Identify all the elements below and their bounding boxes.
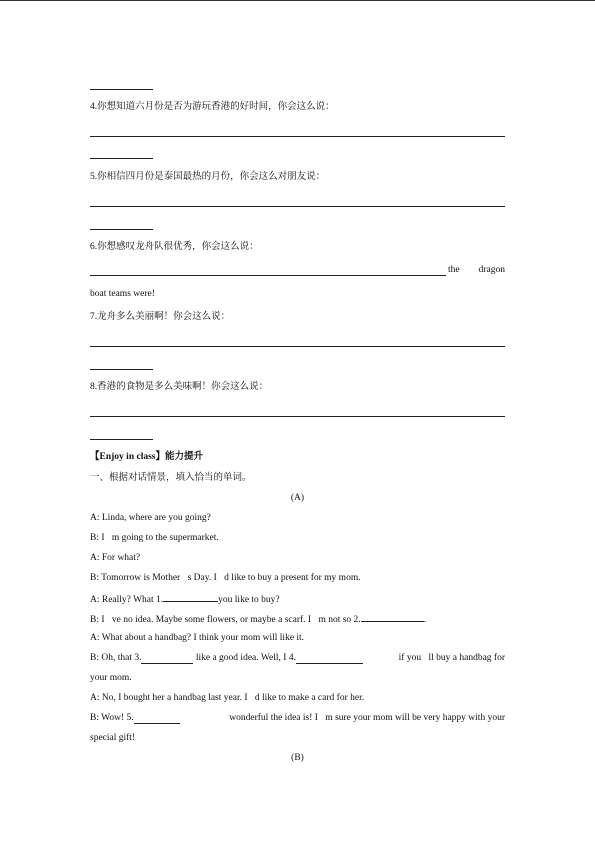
- question-7: 7.龙舟多么美丽啊！你会这么说：: [90, 312, 231, 322]
- question-6-answer-row: [90, 264, 505, 276]
- dialogue-line-9: A: No, I bought her a handbag last year. I d like to make a card for her.: [90, 693, 365, 703]
- dialogue-line-4: B: Tomorrow is Mother s Day. I d like to buy a present for my mom.: [90, 573, 361, 583]
- answer-line-q8-end[interactable]: [90, 439, 153, 440]
- heading-bracket-close: 】: [155, 452, 165, 462]
- answer-line-q5-end[interactable]: [90, 229, 153, 230]
- answer-line-q7[interactable]: [90, 346, 505, 347]
- dialogue-line-6: [90, 612, 426, 626]
- dialogue-line-10-b: wonderful the idea is! I m sure your mom will be very happy with your: [229, 713, 505, 723]
- q6-word-dragon: dragon: [478, 265, 505, 275]
- heading-en: Enjoy in class: [99, 452, 156, 462]
- part-a-label: (A): [290, 493, 305, 503]
- dialogue-line-10: [90, 712, 505, 724]
- dialogue-line-8-b: like a good idea. Well, I 4.: [193, 653, 296, 663]
- dialogue-line-8-a: B: Oh, that 3.: [90, 653, 142, 663]
- dialogue-line-3: A: For what?: [90, 553, 141, 563]
- question-8: 8.香港的食物是多么美味啊！你会这么说：: [90, 382, 269, 392]
- dialogue-line-7: A: What about a handbag? I think your mom will like it.: [90, 633, 305, 643]
- answer-line-q8[interactable]: [90, 416, 505, 417]
- dialogue-line-10-cont: special gift!: [90, 733, 136, 743]
- q6-word-the: the: [448, 265, 460, 275]
- answer-line-q4-end[interactable]: [90, 158, 153, 159]
- blank-5[interactable]: [134, 714, 180, 724]
- answer-line-q7-end[interactable]: [90, 369, 153, 370]
- dialogue-line-8: [90, 652, 505, 664]
- question-4: 4.你想知道六月份是否为游玩香港的好时间，你会这么说：: [90, 102, 335, 112]
- question-5: 5.你相信四月份是泰国最热的月份，你会这么对朋友说：: [90, 172, 326, 182]
- dialogue-line-8-c: if you ll buy a handbag for: [396, 653, 505, 663]
- part-b-label: (B): [291, 753, 304, 763]
- heading-cn: 能力提升: [165, 452, 204, 462]
- dialogue-line-6-a: B: I ve no idea. Maybe some flowers, or maybe a scarf. I m not so 2.: [90, 615, 361, 625]
- dialogue-line-5: [90, 592, 280, 606]
- dialogue-line-5-a: A: Really? What 1.: [90, 595, 164, 605]
- heading-bracket-open: 【: [90, 452, 100, 462]
- blank-4[interactable]: [296, 654, 363, 664]
- answer-line-q4[interactable]: [90, 136, 505, 137]
- dialogue-line-1: A: Linda, where are you going?: [90, 513, 211, 523]
- answer-line-q6[interactable]: [90, 265, 446, 276]
- top-border: [0, 0, 595, 1]
- blank-3[interactable]: [141, 654, 193, 664]
- section-instruction: 一、根据对话情景，填入恰当的单词。: [90, 473, 252, 483]
- section-heading: [90, 451, 203, 463]
- dialogue-line-5-b: you like to buy?: [218, 595, 280, 605]
- answer-line-short: [90, 89, 153, 90]
- dialogue-line-2: B: I m going to the supermarket.: [90, 533, 219, 543]
- dialogue-line-10-a: B: Wow! 5.: [90, 713, 134, 723]
- dialogue-line-6-b: .: [423, 615, 427, 625]
- question-6: 6.你想感叹龙舟队很优秀，你会这么说：: [90, 242, 259, 252]
- dialogue-line-8-cont: your mom.: [90, 673, 132, 683]
- answer-line-q5[interactable]: [90, 206, 505, 207]
- question-6-line2: boat teams were!: [90, 289, 155, 299]
- blank-2[interactable]: [361, 612, 424, 622]
- blank-1[interactable]: [163, 592, 218, 602]
